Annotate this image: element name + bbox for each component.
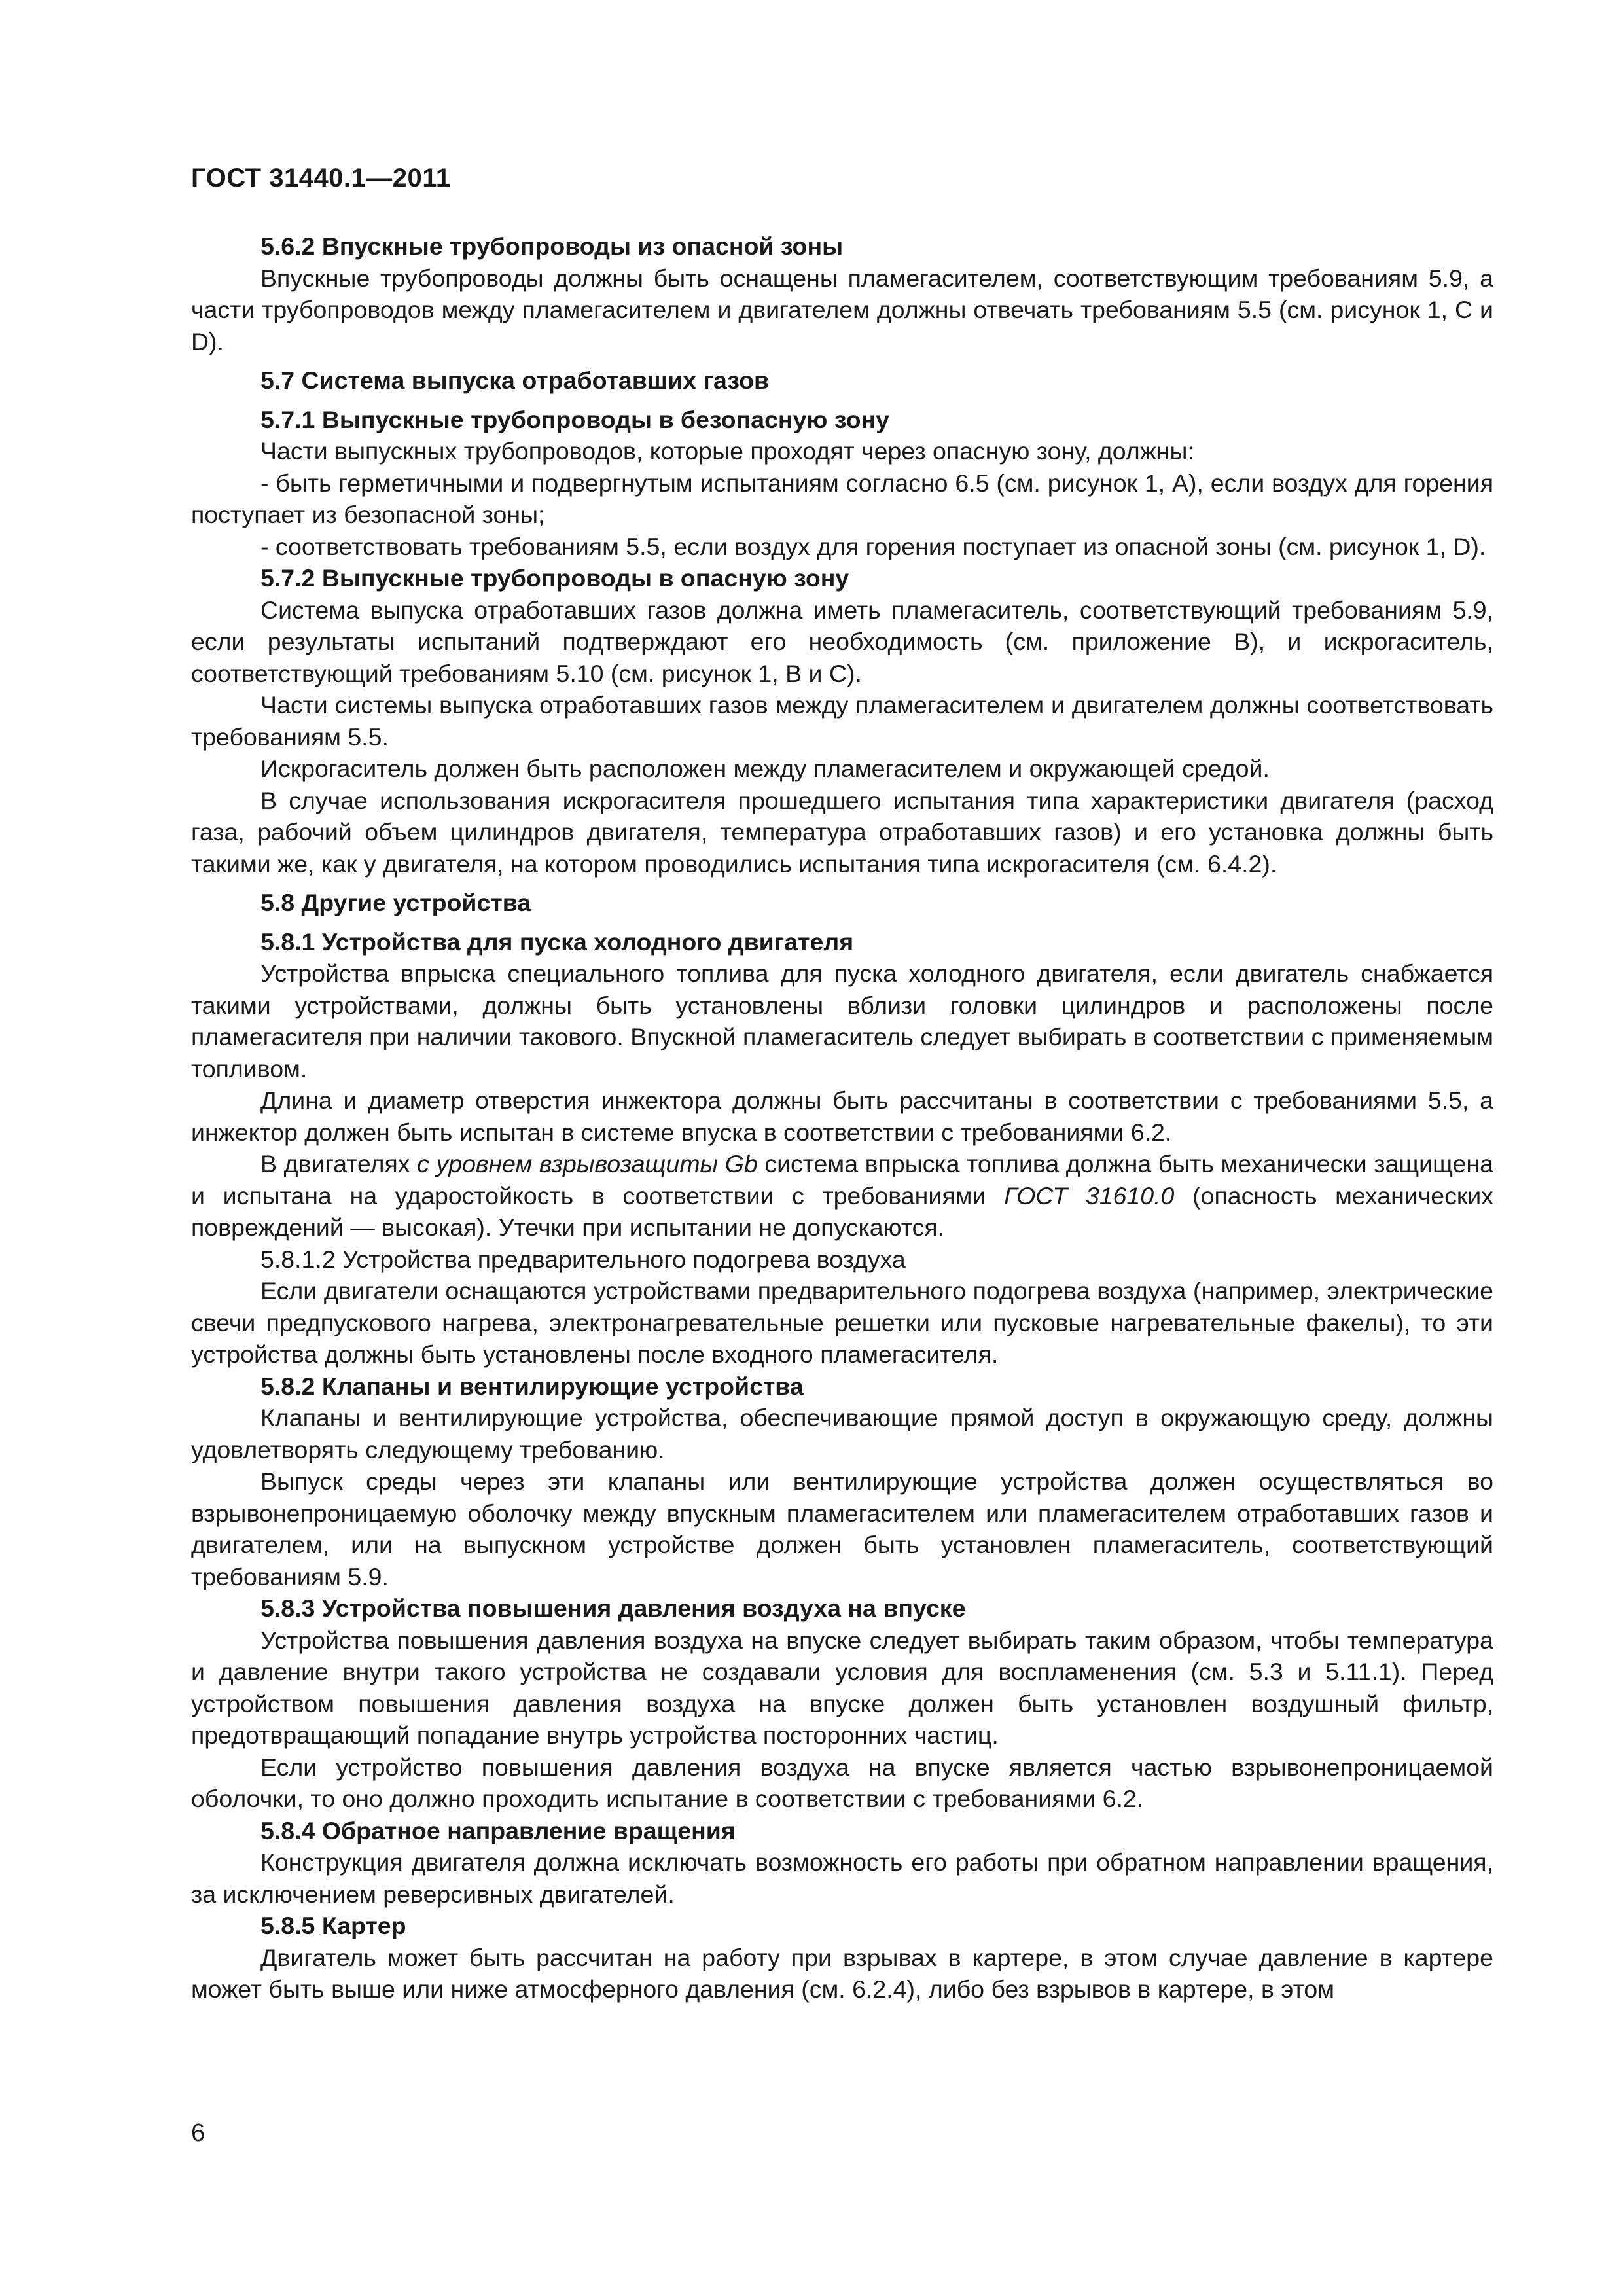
document-header: ГОСТ 31440.1—2011 xyxy=(191,164,451,192)
section-heading-5-8-3: 5.8.3 Устройства повышения давления воздуха на впуске xyxy=(260,1594,966,1622)
paragraph: Устройства повышения давления воздуха на впуске следует выбирать таким образом, чтобы температура и давление внутри такого устройства не создавали условия для воспламенения (см. 5.3 и 5.11.1). Перед устройством повышения давления воздуха на впуске должен быть установлен воздушный фильтр, предотвращающий попадание внутрь устройства посторонних частиц. xyxy=(191,1626,1493,1749)
paragraph: Если устройство повышения давления воздуха на впуске является частью взрывонепроницаемой оболочки, то оно должно проходить испытание в соответствии с требованиями 6.2. xyxy=(191,1753,1493,1812)
paragraph: Двигатель может быть рассчитан на работу при взрывах в картере, в этом случае давление в картере может быть выше или ниже атмосферного давления (см. 6.2.4), либо без взрывов в картере, в этом xyxy=(191,1943,1493,2003)
section-heading-5-7: 5.7 Система выпуска отработавших газов xyxy=(260,367,770,394)
paragraph: Система выпуска отработавших газов должна иметь пламегаситель, соответствующий требованиям 5.9, если результаты испытаний подтверждают его необходимость (см. приложение B), и искрогаситель, соответствующий требованиям 5.10 (см. рисунок 1, B и C). xyxy=(191,596,1493,687)
list-item: - быть герметичными и подвергнутым испытаниям согласно 6.5 (см. рисунок 1, A), если воздух для горения поступает из безопасной зоны; xyxy=(191,469,1493,528)
paragraph: Впускные трубопроводы должны быть оснащены пламегасителем, соответствующим требованиям 5.9, а части трубопроводов между пламегасителем и двигателем должны отвечать требованиям 5.5 (см. рисунок 1, C и D). xyxy=(191,264,1493,355)
paragraph: Части выпускных трубопроводов, которые проходят через опасную зону, должны: xyxy=(260,437,1194,465)
text-run: система впрыска топлива должна быть механически защищена и испытана на ударостойкость в соответствии с требованиями xyxy=(191,1150,1493,1210)
paragraph: Искрогаситель должен быть расположен между пламегасителем и окружающей средой. xyxy=(260,755,1270,782)
italic-run: с уровнем взрывозащиты Gb xyxy=(417,1150,758,1177)
section-heading-5-8-5: 5.8.5 Картер xyxy=(260,1912,406,1939)
section-heading-5-7-2: 5.7.2 Выпускные трубопроводы в опасную зону xyxy=(260,564,849,592)
paragraph: Устройства впрыска специального топлива для пуска холодного двигателя, если двигатель снабжается такими устройствами, должны быть установлены вблизи головки цилиндров и расположены после пламегасителя при наличии такового. Впускной пламегаситель следует выбирать в соответствии с применяемым топливом. xyxy=(191,960,1493,1083)
section-heading-5-8-1: 5.8.1 Устройства для пуска холодного двигателя xyxy=(260,927,854,956)
section-heading-5-8-4: 5.8.4 Обратное направление вращения xyxy=(260,1816,736,1844)
italic-run: ГОСТ 31610.0 xyxy=(1004,1181,1175,1210)
paragraph: Выпуск среды через эти клапаны или вентилирующие устройства должен осуществляться во взрывонепроницаемую оболочку между впускным пламегасителем или пламегасителем отработавших газов и двигателем, или на выпускном устройстве должен быть установлен пламегаситель, соответствующий требованиям 5.9. xyxy=(191,1467,1493,1590)
paragraph: Конструкция двигателя должна исключать возможность его работы при обратном направлении вращения, за исключением реверсивных двигателей. xyxy=(191,1848,1493,1908)
paragraph: Клапаны и вентилирующие устройства, обеспечивающие прямой доступ в окружающую среду, должны удовлетворять следующему требованию. xyxy=(191,1404,1493,1463)
paragraph: В случае использования искрогасителя прошедшего испытания типа характеристики двигателя (расход газа, рабочий объем цилиндров двигателя, температура отработавших газов) и его установка должны быть такими же, как у двигателя, на котором проводились испытания типа искрогасителя (см. 6.4.2). xyxy=(191,786,1493,878)
paragraph xyxy=(191,1148,1493,1244)
paragraph: Длина и диаметр отверстия инжектора должны быть рассчитаны в соответствии с требованиями 5.5, а инжектор должен быть испытан в системе впуска в соответствии с требованиями 6.2. xyxy=(191,1086,1493,1146)
text-run: В двигателях xyxy=(260,1150,418,1177)
paragraph: Если двигатели оснащаются устройствами предварительного подогрева воздуха (например, электрические свечи предпускового нагрева, электронагревательные решетки или пусковые нагревательные факелы), то эти устройства должны быть установлены после входного пламегасителя. xyxy=(191,1277,1493,1368)
subsection-heading-5-8-1-2: 5.8.1.2 Устройства предварительного подогрева воздуха xyxy=(260,1245,906,1273)
section-heading-5-8: 5.8 Другие устройства xyxy=(260,889,531,916)
section-heading-5-7-1: 5.7.1 Выпускные трубопроводы в безопасную зону xyxy=(260,405,889,433)
section-heading-5-8-2: 5.8.2 Клапаны и вентилирующие устройства xyxy=(260,1372,804,1400)
list-item: - соответствовать требованиям 5.5, если воздух для горения поступает из опасной зоны (см. рисунок 1, D). xyxy=(260,532,1486,560)
paragraph: Части системы выпуска отработавших газов между пламегасителем и двигателем должны соответствовать требованиям 5.5. xyxy=(191,691,1493,751)
document-body xyxy=(191,230,1493,2005)
text-run: (опасность механических повреждений — высокая). Утечки при испытании не допускаются. xyxy=(191,1181,1493,1241)
section-heading-5-6-2: 5.6.2 Впускные трубопроводы из опасной зоны xyxy=(260,232,844,260)
page-number: 6 xyxy=(191,2119,205,2147)
